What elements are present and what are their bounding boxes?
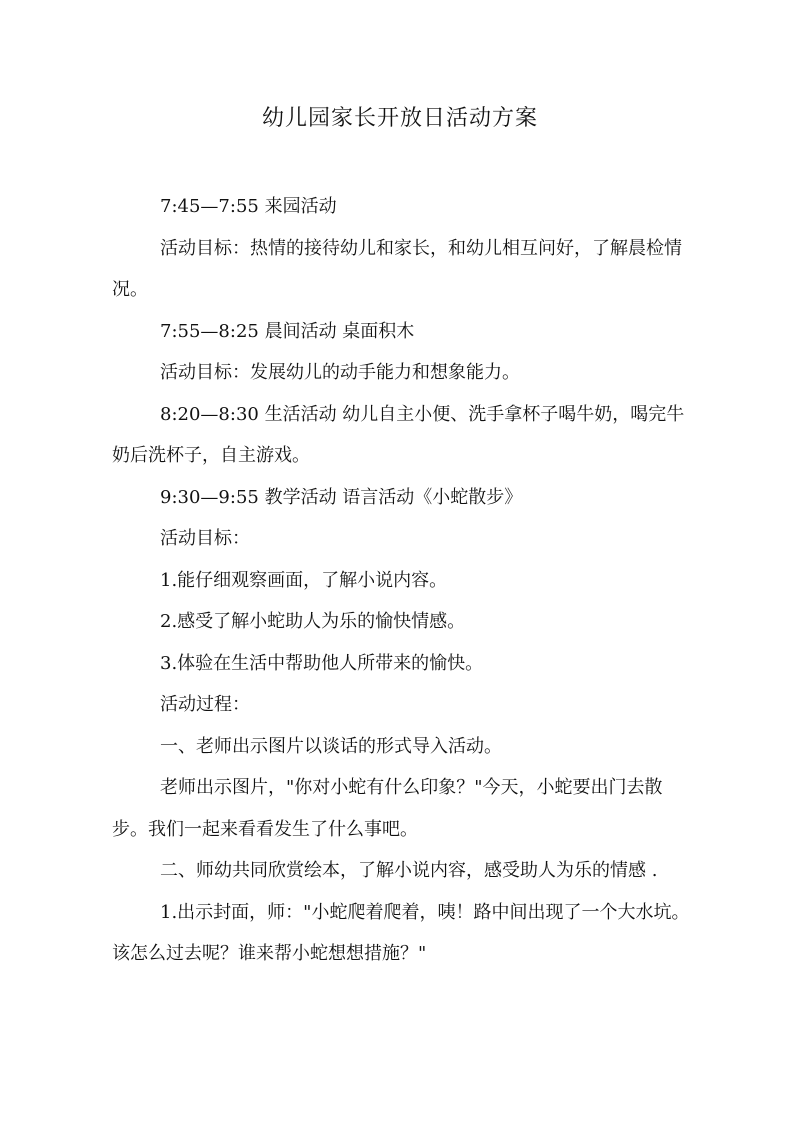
document-title: 幼儿园家长开放日活动方案	[261, 106, 538, 131]
paragraph-step-2: 二、师幼共同欣赏绘本，了解小说内容，感受助人为乐的情感 .	[160, 860, 658, 881]
paragraph-schedule-morning: 7:55—8:25 晨间活动 桌面积木	[160, 320, 415, 342]
document-body	[112, 186, 692, 975]
paragraph-goals-heading: 活动目标：	[160, 528, 250, 549]
paragraph-step-2-detail: 1.出示封面，师："小蛇爬着爬着，咦！路中间出现了一个大水坑。该怎么过去呢？谁来帮小蛇想想措施？"	[112, 901, 690, 964]
paragraph-step-1: 一、老师出示图片以谈话的形式导入活动。	[160, 735, 502, 757]
paragraph-schedule-arrival: 7:45—7:55 来园活动	[160, 196, 337, 217]
paragraph-process-heading: 活动过程：	[160, 694, 250, 715]
paragraph-schedule-life: 8:20—8:30 生活活动 幼儿自主小便、洗手拿杯子喝牛奶，喝完牛奶后洗杯子，自主游戏。	[112, 403, 685, 466]
paragraph-goal-morning: 活动目标：发展幼儿的动手能力和想象能力。	[160, 362, 520, 383]
paragraph-schedule-teaching: 9:30—9:55 教学活动 语言活动《小蛇散步》	[160, 486, 523, 508]
paragraph-goal-3: 3.体验在生活中帮助他人所带来的愉快。	[160, 652, 484, 674]
paragraph-goal-1: 1.能仔细观察画面，了解小说内容。	[160, 569, 448, 591]
paragraph-goal-2: 2.感受了解小蛇助人为乐的愉快情感。	[160, 611, 466, 632]
paragraph-step-1-detail: 老师出示图片，"你对小蛇有什么印象？"今天，小蛇要出门去散步。我们一起来看看发生了什么事吧。	[112, 777, 663, 840]
paragraph-goal-arrival: 活动目标：热情的接待幼儿和家长，和幼儿相互问好，了解晨检情况。	[112, 237, 682, 300]
